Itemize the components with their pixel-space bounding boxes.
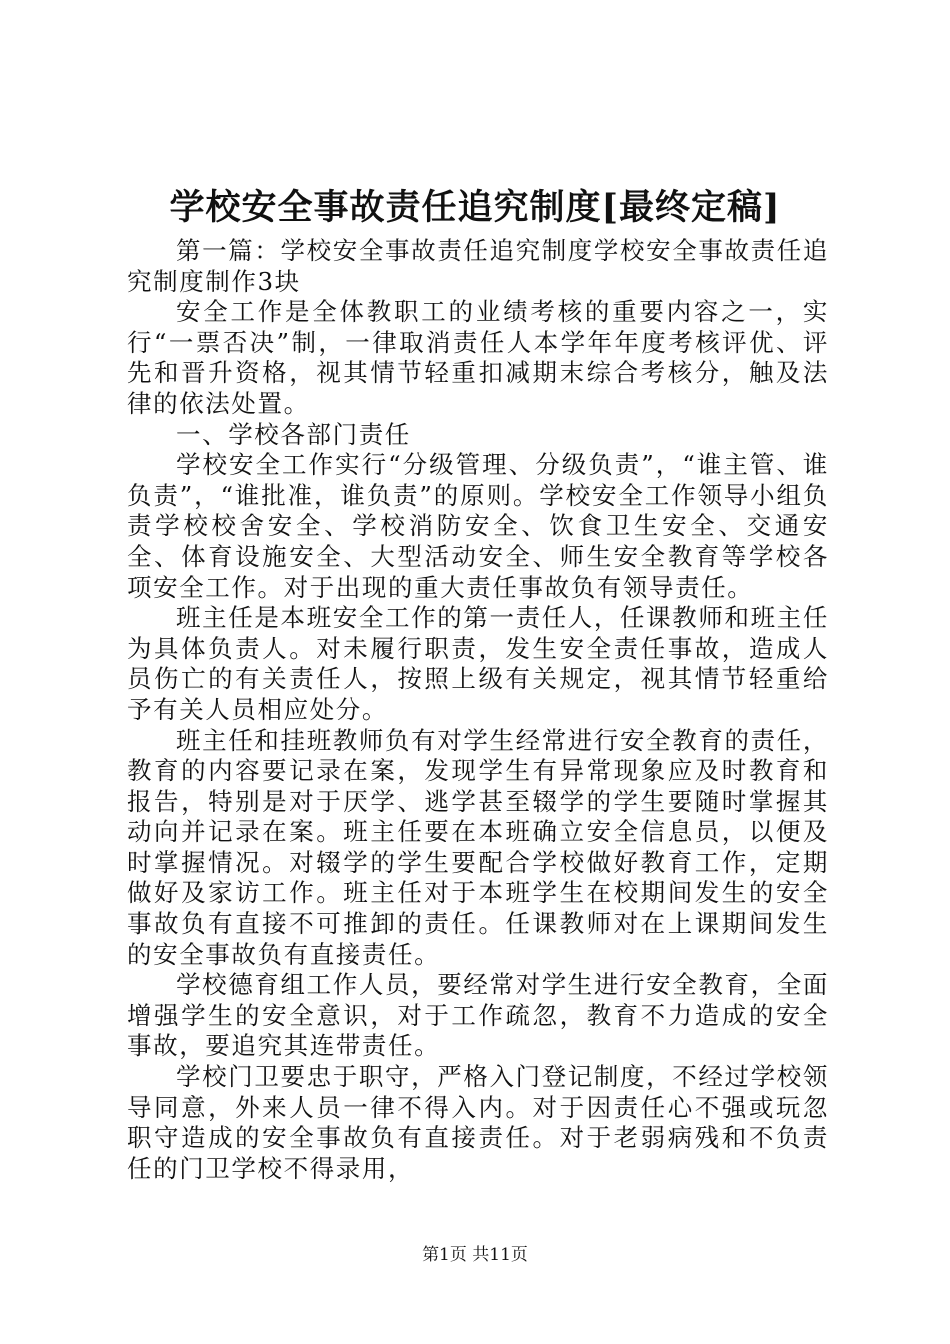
paragraph-3: 学校安全工作实行“分级管理、分级负责”，“谁主管、谁负责”，“谁批准，谁负责”的原则。学校安全工作领导小组负责学校校舍安全、学校消防安全、饮食卫生安全、交通安全、体育设施安全、大型活动安全、师生安全教育等学校各项安全工作。对于出现的重大责任事故负有领导责任。 [127, 450, 829, 602]
paragraph-2: 安全工作是全体教职工的业绩考核的重要内容之一，实行“一票否决”制，一律取消责任人本学年年度考核评优、评先和晋升资格，视其情节轻重扣减期末综合考核分，触及法律的依法处置。 [127, 297, 829, 418]
page-number-footer: 第1页 共11页 [422, 1245, 528, 1265]
paragraph-7: 学校门卫要忠于职守，严格入门登记制度，不经过学校领导同意，外来人员一律不得入内。对于因责任心不强或玩忽职守造成的安全事故负有直接责任。对于老弱病残和不负责任的门卫学校不得录用， [127, 1062, 829, 1183]
paragraph-4: 班主任是本班安全工作的第一责任人，任课教师和班主任为具体负责人。对未履行职责，发生安全责任事故，造成人员伤亡的有关责任人，按照上级有关规定，视其情节轻重给予有关人员相应处分。 [127, 603, 829, 724]
paragraph-6: 学校德育组工作人员，要经常对学生进行安全教育，全面增强学生的安全意识，对于工作疏忽，教育不力造成的安全事故，要追究其连带责任。 [127, 970, 829, 1061]
paragraph-1: 第一篇：学校安全事故责任追究制度学校安全事故责任追究制度制作3块 [127, 236, 829, 296]
document-title: 学校安全事故责任追究制度[最终定稿] [169, 187, 781, 228]
document-body [127, 236, 829, 1184]
paragraph-5: 班主任和挂班教师负有对学生经常进行安全教育的责任，教育的内容要记录在案，发现学生有异常现象应及时教育和报告，特别是对于厌学、逃学甚至辍学的学生要随时掌握其动向并记录在案。班主任要在本班确立安全信息员，以便及时掌握情况。对辍学的学生要配合学校做好教育工作，定期做好及家访工作。班主任对于本班学生在校期间发生的安全事故负有直接不可推卸的责任。任课教师对在上课期间发生的安全事故负有直接责任。 [127, 725, 829, 969]
section-heading: 一、学校各部门责任 [176, 419, 411, 449]
